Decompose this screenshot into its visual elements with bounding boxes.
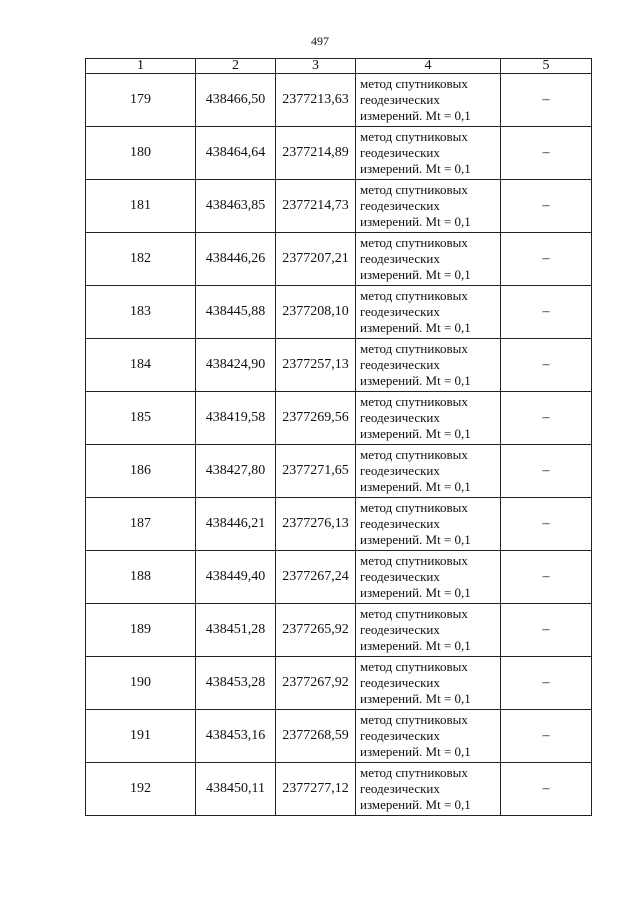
x-coordinate-cell: 438449,40: [196, 551, 276, 604]
point-number-cell: 186: [86, 445, 196, 498]
y-coordinate-cell: 2377214,89: [276, 127, 356, 180]
method-line: геодезических: [360, 675, 440, 690]
col5-cell: –: [501, 551, 592, 604]
method-line: геодезических: [360, 728, 440, 743]
method-line: измерений. Mt = 0,1: [360, 108, 471, 123]
method-line: геодезических: [360, 251, 440, 266]
x-coordinate-cell: 438446,26: [196, 233, 276, 286]
method-cell: [356, 180, 501, 233]
method-line: геодезических: [360, 92, 440, 107]
method-cell: [356, 551, 501, 604]
y-coordinate-cell: 2377208,10: [276, 286, 356, 339]
method-line: измерений. Mt = 0,1: [360, 320, 471, 335]
y-coordinate-cell: 2377271,65: [276, 445, 356, 498]
point-number-cell: 185: [86, 392, 196, 445]
table-row: [86, 180, 592, 233]
x-coordinate-cell: 438450,11: [196, 763, 276, 816]
method-line: метод спутниковых: [360, 553, 468, 568]
table-body: [86, 74, 592, 816]
method-line: метод спутниковых: [360, 341, 468, 356]
point-number-cell: 179: [86, 74, 196, 127]
method-line: измерений. Mt = 0,1: [360, 532, 471, 547]
method-line: измерений. Mt = 0,1: [360, 214, 471, 229]
y-coordinate-cell: 2377268,59: [276, 710, 356, 763]
point-number-cell: 181: [86, 180, 196, 233]
x-coordinate-cell: 438419,58: [196, 392, 276, 445]
y-coordinate-cell: 2377267,24: [276, 551, 356, 604]
method-cell: [356, 339, 501, 392]
method-cell: [356, 763, 501, 816]
page-number: 497: [311, 34, 329, 48]
method-line: измерений. Mt = 0,1: [360, 479, 471, 494]
method-line: геодезических: [360, 357, 440, 372]
col5-cell: –: [501, 657, 592, 710]
col5-cell: –: [501, 763, 592, 816]
table-row: [86, 127, 592, 180]
method-cell: [356, 392, 501, 445]
table-row: [86, 339, 592, 392]
point-number-cell: 184: [86, 339, 196, 392]
y-coordinate-cell: 2377265,92: [276, 604, 356, 657]
y-coordinate-cell: 2377214,73: [276, 180, 356, 233]
header-col-1: 1: [86, 59, 196, 74]
method-line: метод спутниковых: [360, 288, 468, 303]
y-coordinate-cell: 2377257,13: [276, 339, 356, 392]
y-coordinate-cell: 2377276,13: [276, 498, 356, 551]
method-line: метод спутниковых: [360, 182, 468, 197]
y-coordinate-cell: 2377277,12: [276, 763, 356, 816]
method-cell: [356, 657, 501, 710]
method-line: геодезических: [360, 516, 440, 531]
table-row: [86, 551, 592, 604]
table-row: [86, 763, 592, 816]
method-cell: [356, 498, 501, 551]
col5-cell: –: [501, 604, 592, 657]
method-line: метод спутниковых: [360, 235, 468, 250]
point-number-cell: 190: [86, 657, 196, 710]
method-line: метод спутниковых: [360, 129, 468, 144]
method-line: метод спутниковых: [360, 394, 468, 409]
method-line: геодезических: [360, 145, 440, 160]
col5-cell: –: [501, 498, 592, 551]
method-line: геодезических: [360, 304, 440, 319]
method-line: геодезических: [360, 781, 440, 796]
point-number-cell: 187: [86, 498, 196, 551]
method-line: метод спутниковых: [360, 447, 468, 462]
header-col-4: 4: [356, 59, 501, 74]
x-coordinate-cell: 438427,80: [196, 445, 276, 498]
method-line: измерений. Mt = 0,1: [360, 373, 471, 388]
x-coordinate-cell: 438445,88: [196, 286, 276, 339]
y-coordinate-cell: 2377213,63: [276, 74, 356, 127]
method-line: измерений. Mt = 0,1: [360, 797, 471, 812]
col5-cell: –: [501, 127, 592, 180]
col5-cell: –: [501, 339, 592, 392]
method-cell: [356, 445, 501, 498]
point-number-cell: 189: [86, 604, 196, 657]
method-line: геодезических: [360, 410, 440, 425]
point-number-cell: 183: [86, 286, 196, 339]
header-col-3: 3: [276, 59, 356, 74]
table-row: [86, 392, 592, 445]
coordinates-table: [85, 58, 592, 816]
x-coordinate-cell: 438463,85: [196, 180, 276, 233]
y-coordinate-cell: 2377267,92: [276, 657, 356, 710]
x-coordinate-cell: 438446,21: [196, 498, 276, 551]
method-line: измерений. Mt = 0,1: [360, 426, 471, 441]
col5-cell: –: [501, 445, 592, 498]
point-number-cell: 180: [86, 127, 196, 180]
x-coordinate-cell: 438453,16: [196, 710, 276, 763]
x-coordinate-cell: 438453,28: [196, 657, 276, 710]
table-row: [86, 604, 592, 657]
method-cell: [356, 604, 501, 657]
method-line: геодезических: [360, 622, 440, 637]
header-col-2: 2: [196, 59, 276, 74]
method-line: метод спутниковых: [360, 76, 468, 91]
col5-cell: –: [501, 233, 592, 286]
method-line: измерений. Mt = 0,1: [360, 585, 471, 600]
table-row: [86, 498, 592, 551]
method-line: метод спутниковых: [360, 659, 468, 674]
col5-cell: –: [501, 180, 592, 233]
y-coordinate-cell: 2377269,56: [276, 392, 356, 445]
method-line: измерений. Mt = 0,1: [360, 744, 471, 759]
method-line: геодезических: [360, 569, 440, 584]
table-row: [86, 710, 592, 763]
method-line: измерений. Mt = 0,1: [360, 161, 471, 176]
method-line: метод спутниковых: [360, 765, 468, 780]
table-row: [86, 445, 592, 498]
method-line: измерений. Mt = 0,1: [360, 691, 471, 706]
method-cell: [356, 74, 501, 127]
col5-cell: –: [501, 74, 592, 127]
method-line: метод спутниковых: [360, 712, 468, 727]
table-row: [86, 657, 592, 710]
header-row: [86, 59, 592, 74]
method-line: метод спутниковых: [360, 606, 468, 621]
point-number-cell: 182: [86, 233, 196, 286]
method-cell: [356, 233, 501, 286]
method-cell: [356, 710, 501, 763]
col5-cell: –: [501, 286, 592, 339]
point-number-cell: 192: [86, 763, 196, 816]
col5-cell: –: [501, 710, 592, 763]
header-col-5: 5: [501, 59, 592, 74]
method-line: метод спутниковых: [360, 500, 468, 515]
x-coordinate-cell: 438464,64: [196, 127, 276, 180]
method-line: измерений. Mt = 0,1: [360, 267, 471, 282]
method-line: измерений. Mt = 0,1: [360, 638, 471, 653]
x-coordinate-cell: 438424,90: [196, 339, 276, 392]
y-coordinate-cell: 2377207,21: [276, 233, 356, 286]
point-number-cell: 191: [86, 710, 196, 763]
table-row: [86, 233, 592, 286]
x-coordinate-cell: 438466,50: [196, 74, 276, 127]
point-number-cell: 188: [86, 551, 196, 604]
table-row: [86, 74, 592, 127]
x-coordinate-cell: 438451,28: [196, 604, 276, 657]
method-cell: [356, 127, 501, 180]
method-line: геодезических: [360, 198, 440, 213]
method-line: геодезических: [360, 463, 440, 478]
table-row: [86, 286, 592, 339]
col5-cell: –: [501, 392, 592, 445]
method-cell: [356, 286, 501, 339]
